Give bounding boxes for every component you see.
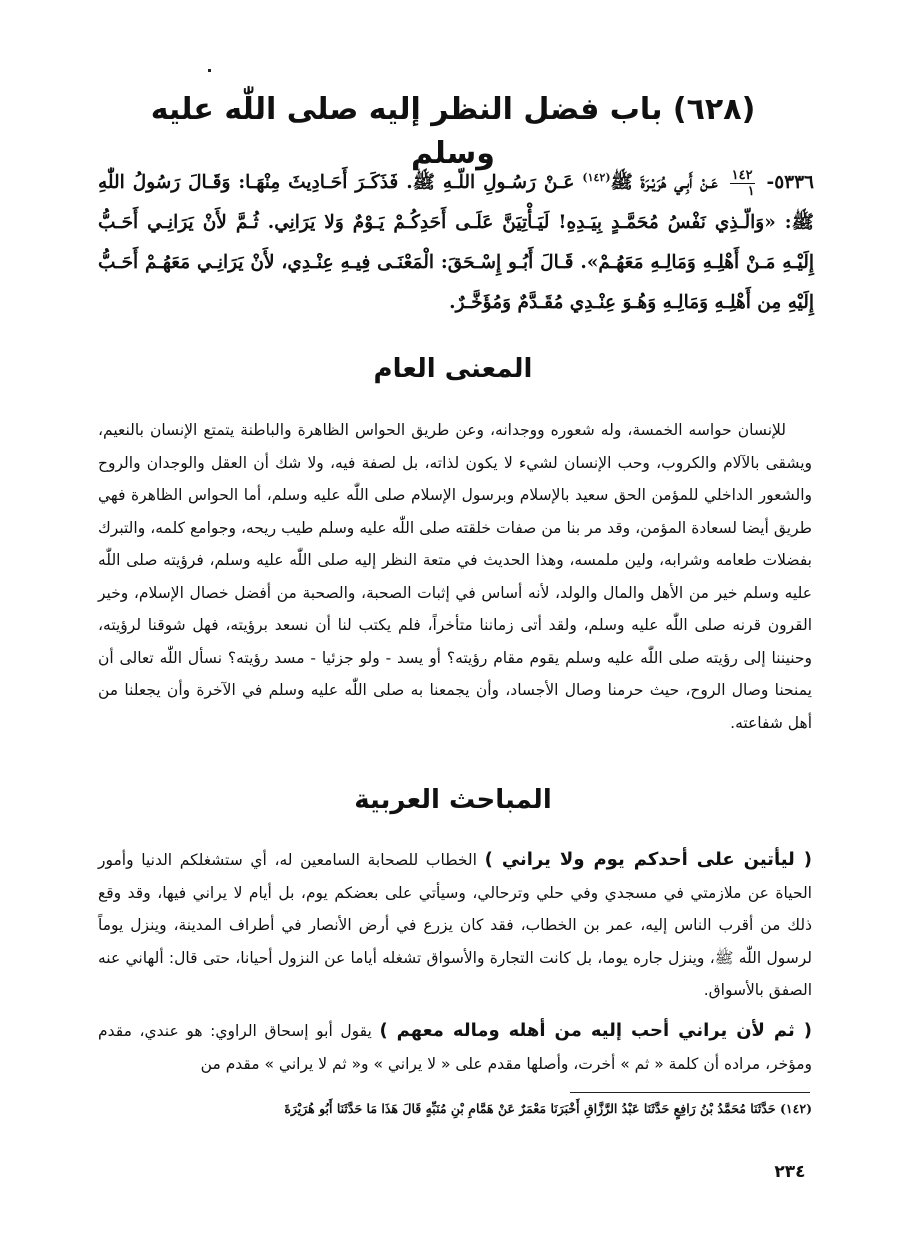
arabic-topics-paragraph-1 [98,844,812,1007]
footnote-divider [570,1092,810,1093]
hadith-fraction-number [730,169,755,198]
chapter-title: (٦٢٨) باب فضل النظر إليه صلى اللّٰه عليه وسلم [150,92,756,171]
lemma-explanation: الخطاب للصحابة السامعين له، أي ستشغلكم الدنيا وأمور الحياة عن ملازمتي في مسجدي وفي حلي وترحالي، وسيأتي على بعضكم يوم، بل أيام لا يراني فيها، وقد وقع ذلك من أقرب الناس إليه، عمر بن الخطاب، فقد كان يزرع في أرض الأنصار في أطراف المدينة، وينزل يوماً لرسول اللّٰه ﷺ، وينزل جاره يوما، بل كانت التجارة والأسواق تشغله أياما عن النزول أحيانا، حتى قال: ألهاني عنه الصفق بالأسواق. [98,851,812,999]
lemma-explanation: يقول أبو إسحاق الراوي: هو عندي، مقدم ومؤخر، مراده أن كلمة « ثم » أخرت، وأصلها مقدم على « لا يراني » و« ثم لا يراني » مقدم من [98,1022,812,1073]
arabic-topics-paragraph-2 [98,1015,812,1080]
lemma-phrase: ( ليأتين على أحدكم يوم ولا يراني ) [484,849,813,870]
fraction-bottom: ١ [747,183,755,199]
hadith-number: ٥٣٣٦- [766,172,814,194]
footnote: (١٤٢) حَدَّثَنَا مُحَمَّدُ بْنُ رَافِعٍ حَدَّثَنَا عَبْدُ الرَّزَّاقِ أَخْبَرَنَا مَعْمَرٌ عَنْ هَمَّامِ بْنِ مُنَبِّهٍ قَالَ هَذَا مَا حَدَّثَنَا أَبُو هُرَيْرَةَ [284,1101,812,1116]
fraction-top: ١٤٢ [731,167,753,183]
scan-speck [208,69,211,72]
page-number: ٢٣٤ [774,1162,806,1182]
hadith-body: عَـنْ رَسُـولِ اللّـهِ ﷺ. فَذَكَـرَ أَحَـادِيثَ مِنْهَـا: وَقَـالَ رَسُولُ اللّٰهِ ﷺ: «وَالّـذِي نَفْسُ مُحَمَّـدٍ بِيَـدِهِ! لَيَـأْتِيَنَّ عَلَـى أَحَدِكُـمْ يَـوْمٌ وَلا يَرَانِي. ثُـمَّ لأَنْ يَرَانِـي أَحَـبُّ إِلَيْـهِ مَـنْ أَهْلِـهِ وَمَالِـهِ مَعَهُـمْ». قَـالَ أَبُـو إِسْـحَقَ: الْمَعْنَـى فِيـهِ عِنْـدِي، لأَنْ يَرَانِـي مَعَهُـمْ أَحَـبُّ إِلَيْهِ مِن أَهْلِـهِ وَمَالِـهِ وَهُـوَ عِنْـدِي مُقَـدَّمٌ وَمُؤَخَّـرٌ. [98,172,814,314]
general-meaning-paragraph: للإنسان حواسه الخمسة، وله شعوره ووجدانه، وعن طريق الحواس الظاهرة والباطنة يتمتع الإنسان بالنعيم، ويشقى بالآلام والكروب، وحب الإنسان لشيء لا يكون لذاته، بل لصفة فيه، ولا شك أن العقل والوجدان والروح والشعور الداخلي للمؤمن الحق سعيد بالإسلام وبرسول الإسلام صلى اللّٰه عليه وسلم، أما الحواس الظاهرة فهي طريق أيضا لسعادة المؤمن، وقد مر بنا من صفات خلقته صلى اللّٰه عليه وسلم طيب ريحه، وجوامع كلمه، والتبرك بفضلات طعامه وشرابه، ولين ملمسه، وهذا الحديث في متعة النظر إليه صلى اللّٰه عليه وسلم، فرؤيته صلى اللّٰه عليه وسلم خير من الأهل والمال والولد، لأنه أساس في إثبات الصحبة، والصحبة من أفضل خصال الإسلام، وخير القرون قرنه صلى اللّٰه عليه وسلم، ولقد أتى زماننا متأخراً، فلم يكتب لنا أن نسعد برؤيته، فهل شوقنا لرؤيته، وحنيننا إلى رؤيته صلى اللّٰه عليه وسلم يقوم مقام رؤيته؟ أو يسد - ولو جزئيا - مسد رؤيته؟ نسأل اللّٰه تعالى أن يمنحنا وصال الروح، حيث حرمنا وصال الأجساد، وأن يجمعنا به صلى اللّٰه عليه وسلم في الآخرة وأن يجعلنا من أهل شفاعته. [98,421,812,732]
hadith-text-block [98,158,814,323]
hadith-narrator: عَـنْ أَبِـي هُرَيْـرَةَ ﷺ [610,172,718,194]
footnote-reference[interactable]: (١٤٢) [582,171,611,184]
lemma-phrase: ( ثم لأن يراني أحب إليه من أهله وماله معهم ) [379,1020,812,1041]
section-title-arabic-topics: المباحث العربية [354,785,552,815]
section-title-general-meaning: المعنى العام [373,354,533,384]
